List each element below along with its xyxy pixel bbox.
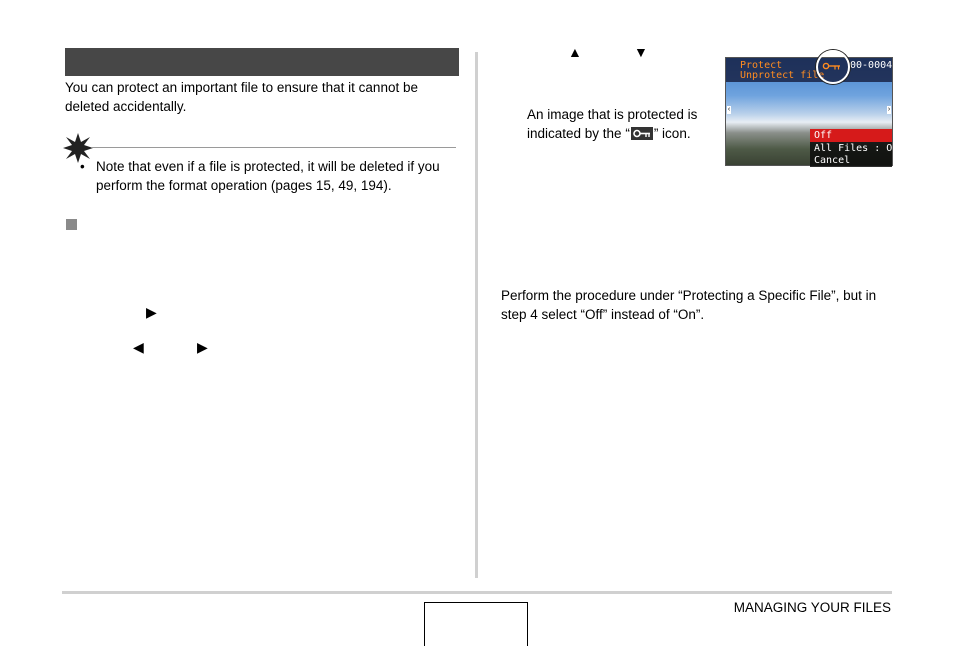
- camera-right-nav-icon: ›: [887, 106, 891, 113]
- unprotect-paragraph: [501, 286, 896, 324]
- important-rule: [92, 147, 456, 148]
- camera-screen-illustration: [725, 57, 905, 166]
- camera-file-number: 00-0004: [850, 60, 893, 71]
- intro-line-2: deleted accidentally.: [65, 99, 187, 114]
- caption-line-2: indicated by the “ ” icon.: [527, 126, 691, 141]
- note-bullet: •: [80, 159, 85, 174]
- intro-paragraph: [65, 78, 465, 116]
- camera-menu-title: Protect: [740, 60, 783, 71]
- camera-subtitle: Unprotect file: [740, 70, 825, 81]
- note-line-2: perform the format operation (pages 15, 49, 194).: [96, 178, 392, 193]
- protect-key-icon: [631, 127, 653, 140]
- arrow-right-icon: ▶: [146, 304, 157, 320]
- camera-left-nav-icon: ‹: [727, 106, 731, 113]
- camera-option-all-files: All Files : Off: [814, 143, 905, 154]
- column-divider: [475, 52, 478, 578]
- arrow-up-icon: ▲: [568, 44, 582, 60]
- intro-line-1: You can protect an important file to ensure that it cannot be: [65, 80, 418, 95]
- arrow-left-icon: ◀: [133, 339, 144, 355]
- camera-option-off: Off: [814, 130, 833, 141]
- page-number-box: [424, 602, 528, 646]
- subsection-square-bullet: [66, 219, 77, 230]
- note-line-1: Note that even if a file is protected, it will be deleted if you: [96, 159, 440, 174]
- arrow-down-icon: ▼: [634, 44, 648, 60]
- camera-option-cancel: Cancel: [814, 155, 851, 166]
- unprotect-line-1: Perform the procedure under “Protecting a Specific File”, but in: [501, 288, 877, 303]
- section-title-bar: [65, 48, 459, 76]
- unprotect-line-2: step 4 select “Off” instead of “On”.: [501, 307, 705, 322]
- arrow-right-icon-2: ▶: [197, 339, 208, 355]
- protected-caption: [527, 105, 717, 143]
- footer-rule: [62, 591, 892, 594]
- footer-section-name: MANAGING YOUR FILES: [733, 600, 891, 615]
- caption-line-1: An image that is protected is: [527, 107, 698, 122]
- key-callout-circle: [816, 50, 850, 84]
- important-note: [80, 157, 460, 195]
